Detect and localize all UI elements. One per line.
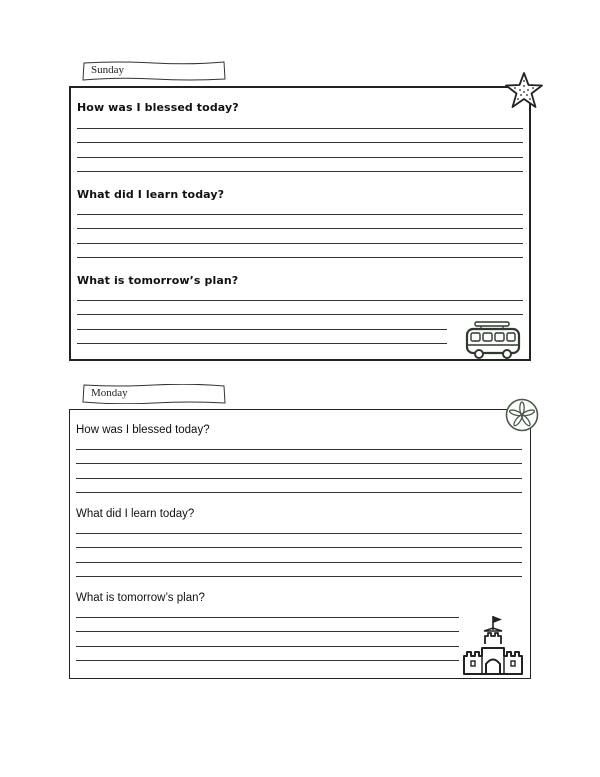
write-line[interactable] — [76, 449, 522, 450]
write-line[interactable] — [77, 142, 523, 143]
question-learned: What did I learn today? — [76, 508, 195, 520]
sandcastle-icon — [462, 614, 526, 676]
write-line[interactable] — [76, 660, 459, 661]
write-line[interactable] — [77, 314, 523, 315]
question-blessed: How was I blessed today? — [76, 424, 210, 436]
camper-van-icon — [465, 320, 523, 360]
day-tab-sunday — [82, 61, 226, 81]
write-line[interactable] — [76, 631, 459, 632]
question-tomorrow: What is tomorrow’s plan? — [76, 592, 205, 604]
write-line[interactable] — [76, 617, 459, 618]
write-line[interactable] — [76, 478, 522, 479]
journal-card-monday — [69, 409, 531, 679]
day-tab-monday — [82, 384, 226, 404]
question-tomorrow: What is tomorrow’s plan? — [77, 274, 239, 287]
question-blessed: How was I blessed today? — [77, 101, 239, 114]
day-label: Sunday — [91, 64, 124, 76]
write-line[interactable] — [76, 547, 522, 548]
sand-dollar-icon — [505, 398, 539, 432]
starfish-icon — [503, 70, 545, 112]
write-line[interactable] — [76, 646, 459, 647]
write-line[interactable] — [76, 562, 522, 563]
write-line[interactable] — [77, 128, 523, 129]
question-learned: What did I learn today? — [77, 188, 225, 201]
write-line[interactable] — [76, 463, 522, 464]
write-line[interactable] — [77, 228, 523, 229]
write-line[interactable] — [77, 214, 523, 215]
write-line[interactable] — [76, 576, 522, 577]
write-line[interactable] — [77, 157, 523, 158]
write-line[interactable] — [77, 329, 447, 330]
write-line[interactable] — [76, 492, 522, 493]
write-line[interactable] — [76, 533, 522, 534]
write-line[interactable] — [77, 243, 523, 244]
journal-card-sunday — [69, 86, 531, 361]
write-line[interactable] — [77, 257, 523, 258]
write-line[interactable] — [77, 171, 523, 172]
write-line[interactable] — [77, 300, 523, 301]
write-line[interactable] — [77, 343, 447, 344]
day-label: Monday — [91, 387, 128, 399]
